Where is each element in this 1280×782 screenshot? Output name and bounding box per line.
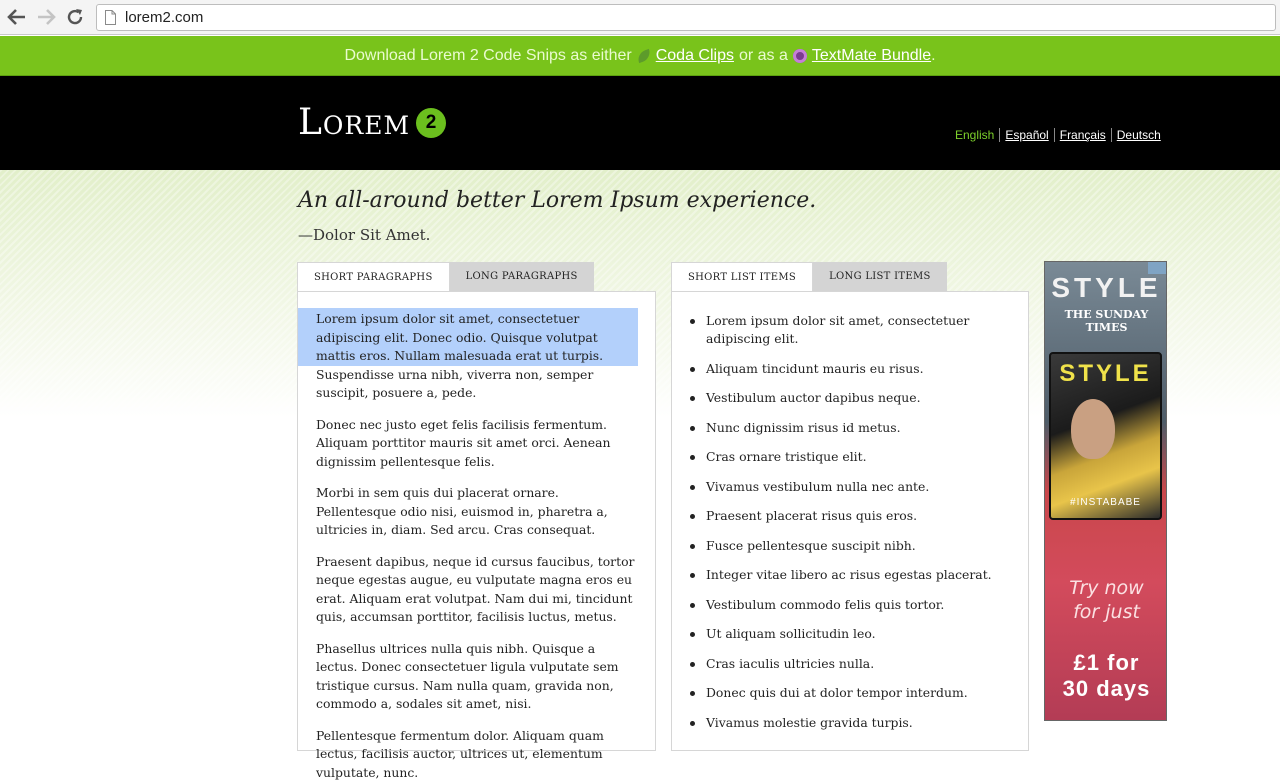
ad-cta <box>1045 576 1168 624</box>
address-bar[interactable] <box>96 4 1276 31</box>
tab-short-paragraphs[interactable]: SHORT PARAGRAPHS <box>297 262 450 291</box>
arrow-right-icon <box>37 9 55 25</box>
leaf-icon <box>635 48 652 62</box>
main-content <box>0 170 1280 720</box>
list-item[interactable]: Donec quis dui at dolor tempor interdum. <box>688 684 1012 702</box>
logo-badge: 2 <box>416 108 446 138</box>
ad-brand: STYLE <box>1045 272 1168 304</box>
language-espanol[interactable]: Español <box>999 128 1053 142</box>
language-english[interactable]: English <box>955 128 999 142</box>
forward-button[interactable] <box>35 6 57 28</box>
language-selector <box>955 128 1166 142</box>
tagline: An all-around better Lorem Ipsum experience. <box>298 188 816 213</box>
list-item[interactable]: Vestibulum auctor dapibus neque. <box>688 389 1012 407</box>
ad-price-line1: £1 for <box>1045 650 1168 676</box>
paragraph[interactable]: Phasellus ultrices nulla quis nibh. Quisque a lectus. Donec consectetuer ligula vulputate sem tristique cursus. Nam nulla quam, gravida non, commodo a, sodales sit amet, nisi. <box>316 640 637 714</box>
tab-short-list-items[interactable]: SHORT LIST ITEMS <box>671 262 813 291</box>
subtitle: —Dolor Sit Amet. <box>298 226 430 244</box>
textmate-icon <box>793 49 807 63</box>
cover-model-image <box>1071 399 1115 459</box>
paragraph[interactable]: Morbi in sem quis dui placerat ornare. Pellentesque odio nisi, euismod in, pharetra a, ultricies in, diam. Sed arcu. Cras consequat. <box>316 484 637 540</box>
list-item[interactable]: Integer vitae libero ac risus egestas placerat. <box>688 566 1012 584</box>
banner-prefix: Download Lorem 2 Code Snips as either <box>344 47 631 65</box>
ad-publisher: THE SUNDAY TIMES <box>1045 308 1168 334</box>
textmate-bundle-link[interactable]: TextMate Bundle <box>812 47 931 65</box>
list-item[interactable]: Cras iaculis ultricies nulla. <box>688 655 1012 673</box>
list-item[interactable]: Vestibulum commodo felis quis tortor. <box>688 596 1012 614</box>
list-item[interactable]: Nunc dignissim risus id metus. <box>688 419 1012 437</box>
browser-toolbar <box>0 0 1280 35</box>
sunday-times-style-ad[interactable] <box>1044 261 1167 721</box>
ad-price <box>1045 650 1168 702</box>
paragraph-rest[interactable]: semper suscipit, posuere a, pede. <box>316 367 593 401</box>
tab-long-paragraphs[interactable]: LONG PARAGRAPHS <box>450 262 594 291</box>
paragraphs-panel <box>297 262 656 751</box>
cover-title: STYLE <box>1051 360 1160 388</box>
ad-cta-line2: for just <box>1045 600 1168 624</box>
download-banner <box>0 36 1280 76</box>
reload-button[interactable] <box>64 6 86 28</box>
ad-cta-line1: Try now <box>1045 576 1168 600</box>
list-panel <box>671 262 1029 751</box>
list <box>688 312 1012 732</box>
list-item[interactable]: Fusce pellentesque suscipit nibh. <box>688 537 1012 555</box>
banner-suffix: . <box>931 47 935 65</box>
site-header <box>0 76 1280 170</box>
ad-price-line2: 30 days <box>1045 676 1168 702</box>
language-francais[interactable]: Français <box>1054 128 1111 142</box>
cover-hashtag: #INSTABABE <box>1051 497 1160 508</box>
list-item[interactable]: Praesent placerat risus quis eros. <box>688 507 1012 525</box>
list-tabs <box>671 262 1029 291</box>
paragraph[interactable]: Donec nec justo eget felis facilisis fermentum. Aliquam porttitor mauris sit amet orci. Aenean dignissim pellentesque felis. <box>316 416 637 472</box>
site-logo[interactable] <box>298 105 446 141</box>
paragraphs-tabs <box>297 262 656 291</box>
paragraph[interactable]: Praesent dapibus, neque id cursus faucibus, tortor neque egestas augue, eu vulputate magna eros eu erat. Aliquam erat volutpat. Nam dui mi, tincidunt quis, accumsan porttitor, facilisis luctus, metus. <box>316 553 637 627</box>
paragraph[interactable] <box>316 310 637 403</box>
list-item[interactable]: Vivamus molestie gravida turpis. <box>688 714 1012 732</box>
list-item[interactable]: Ut aliquam sollicitudin leo. <box>688 625 1012 643</box>
page-icon <box>105 10 116 25</box>
tab-long-list-items[interactable]: LONG LIST ITEMS <box>813 262 947 291</box>
list-item[interactable]: Aliquam tincidunt mauris eu risus. <box>688 360 1012 378</box>
coda-clips-link[interactable]: Coda Clips <box>656 47 734 65</box>
logo-text: Lorem <box>298 105 410 141</box>
paragraph[interactable]: Pellentesque fermentum dolor. Aliquam quam lectus, facilisis auctor, ultrices ut, elementum vulputate, nunc. <box>316 727 637 782</box>
reload-icon <box>66 8 84 26</box>
paragraphs-body <box>297 291 656 751</box>
list-item[interactable]: Lorem ipsum dolor sit amet, consectetuer adipiscing elit. <box>688 312 1012 348</box>
url-text[interactable]: lorem2.com <box>125 9 203 26</box>
magazine-cover-image <box>1049 352 1162 520</box>
list-item[interactable]: Cras ornare tristique elit. <box>688 448 1012 466</box>
arrow-left-icon <box>8 9 26 25</box>
language-deutsch[interactable]: Deutsch <box>1111 128 1166 142</box>
back-button[interactable] <box>6 6 28 28</box>
banner-middle: or as a <box>739 47 788 65</box>
list-body <box>671 291 1029 751</box>
selected-text[interactable]: Lorem ipsum dolor sit amet, consectetuer adipiscing elit. Donec odio. Quisque volutpat mattis eros. Nullam malesuada erat ut turpis. Suspendisse urna nibh, viverra non, <box>316 311 603 382</box>
list-item[interactable]: Vivamus vestibulum nulla nec ante. <box>688 478 1012 496</box>
